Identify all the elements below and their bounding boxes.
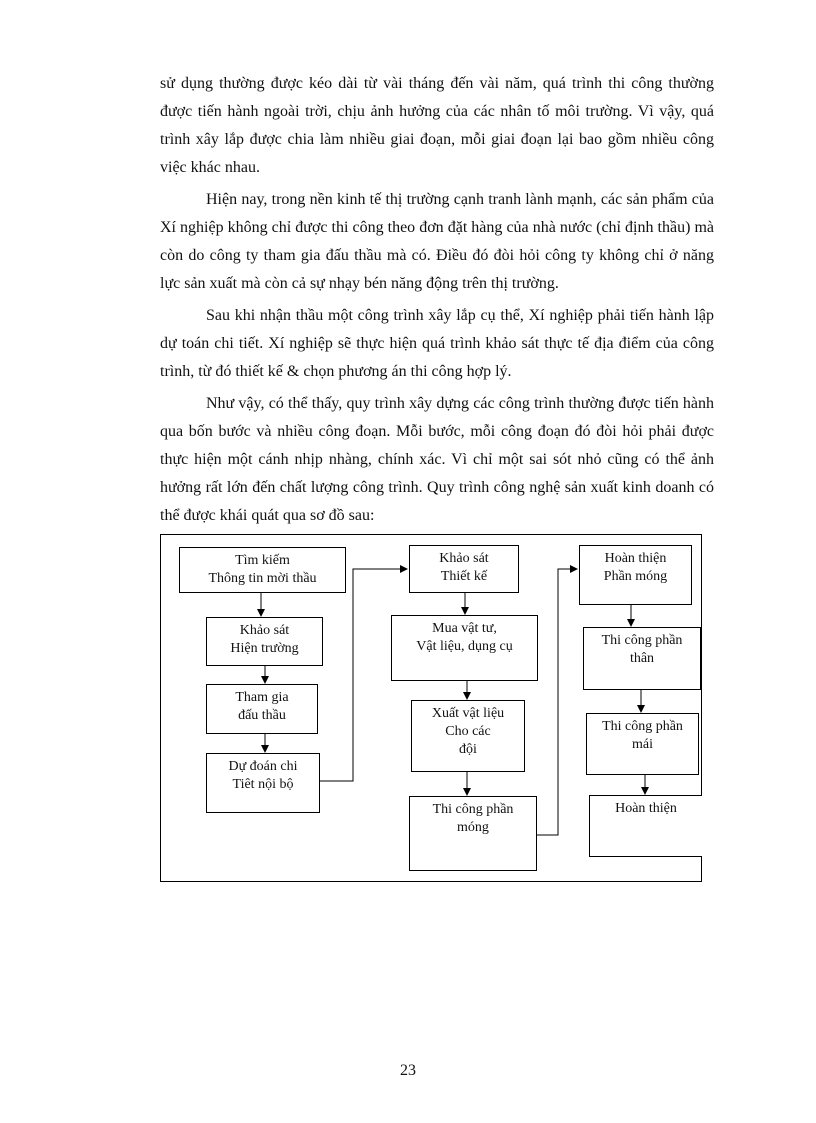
node-khao-sat-hien-truong: Khảo sát Hiện trường bbox=[206, 617, 323, 666]
node-xuat-vat-lieu: Xuất vật liệu Cho các đội bbox=[411, 700, 525, 772]
node-thi-cong-phan-than: Thi công phần thân bbox=[583, 627, 701, 690]
paragraph-1: sử dụng thường được kéo dài từ vài tháng đến vài năm, quá trình thi công thường được tiến hành ngoài trời, chịu ảnh hưởng của các nhân tố môi trường. Vì vậy, quá trình xây lắp được chia làm nhiều giai đoạn, mỗi giai đoạn lại bao gồm nhiều công việc khác nhau. bbox=[160, 75, 714, 176]
node-du-doan-chi-tiet: Dự đoán chi Tiêt nội bộ bbox=[206, 753, 320, 813]
node-hoan-thien-phan-mong: Hoàn thiện Phần móng bbox=[579, 545, 692, 605]
paragraph-4: Như vậy, có thể thấy, quy trình xây dựng các công trình thường được tiến hành qua bốn bước và nhiều công đoạn. Mỗi bước, mỗi công đoạn đó đòi hỏi phải được thực hiện một cánh nhịp nhàng, chính xác. Vì chỉ một sai sót nhỏ cũng có thể ảnh hưởng rất lớn đến chất lượng công trình. Quy trình công nghệ sản xuất kinh doanh có thể được khái quát qua sơ đồ sau: bbox=[160, 395, 714, 524]
paragraph-3: Sau khi nhận thầu một công trình xây lắp cụ thể, Xí nghiệp phải tiến hành lập dự toán chi tiết. Xí nghiệp sẽ thực hiện quá trình khảo sát thực tế địa điểm của công trình, từ đó thiết kế & chọn phương án thi công hợp lý. bbox=[160, 307, 714, 380]
process-flow-diagram bbox=[160, 534, 702, 882]
node-mua-vat-tu: Mua vật tư, Vật liệu, dụng cụ bbox=[391, 615, 538, 681]
node-hoan-thien: Hoàn thiện bbox=[589, 795, 702, 857]
node-tham-gia-dau-thau: Tham gia đấu thầu bbox=[206, 684, 318, 734]
connector-col2-col3 bbox=[537, 569, 577, 835]
node-thi-cong-phan-mong: Thi công phần móng bbox=[409, 796, 537, 871]
body-text bbox=[160, 70, 714, 530]
page-number: 23 bbox=[400, 1062, 416, 1079]
node-thi-cong-phan-mai: Thi công phần mái bbox=[586, 713, 699, 775]
node-tim-kiem: Tìm kiếm Thông tin mời thầu bbox=[179, 547, 346, 593]
paragraph-2: Hiện nay, trong nền kinh tế thị trường cạnh tranh lành mạnh, các sản phẩm của Xí nghiệp không chỉ được thi công theo đơn đặt hàng của nhà nước (chỉ định thầu) mà còn do công ty tham gia đấu thầu mà có. Điều đó đòi hỏi công ty không chỉ ở năng lực sản xuất mà còn cả sự nhạy bén năng động trên thị trường. bbox=[160, 191, 714, 292]
node-khao-sat-thiet-ke: Khảo sát Thiết kế bbox=[409, 545, 519, 593]
